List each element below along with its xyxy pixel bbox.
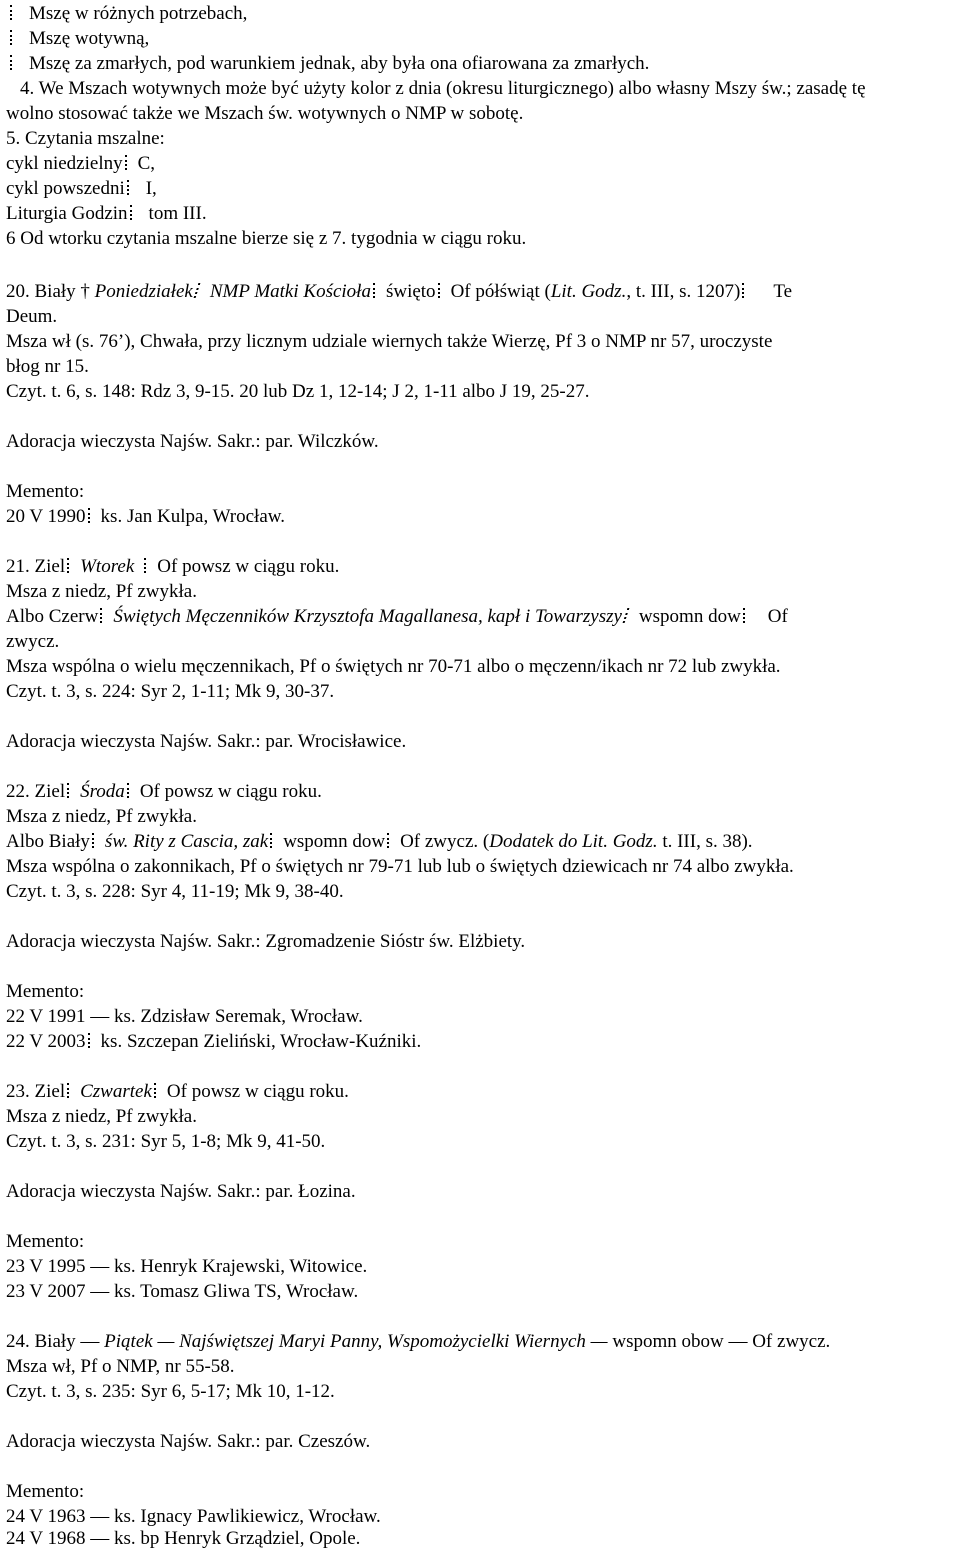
- day-24-line: Msza wł, Pf o NMP, nr 55-58.: [6, 1356, 235, 1377]
- memento-entry: 24 V 1963 — ks. Ignacy Pawlikiewicz, Wrocław.: [6, 1506, 381, 1527]
- intro-heading: 5. Czytania mszalne:: [6, 128, 165, 149]
- dash-marker: [387, 833, 392, 848]
- memento-entry: 23 V 1995 — ks. Henryk Krajewski, Witowice.: [6, 1256, 368, 1277]
- dash-marker: [10, 30, 15, 45]
- memento-label: Memento:: [6, 1231, 85, 1252]
- day-21-header: 21. Ziel Wtorek Of powsz w ciągu roku.: [6, 556, 340, 577]
- day-21-line: Msza wspólna o wielu męczennikach, Pf o świętych nr 70-71 albo o męczenn/ikach nr 72 lub zwykła.: [6, 656, 781, 677]
- dash-marker: [742, 283, 747, 298]
- intro-line: 6 Od wtorku czytania mszalne bierze się z 7. tygodnia w ciągu roku.: [6, 228, 527, 249]
- dash-marker: [67, 558, 72, 573]
- dash-marker: [373, 283, 378, 298]
- dash-marker: [193, 283, 204, 298]
- dash-marker: [154, 1083, 159, 1098]
- day-20-line: Msza wł (s. 76’), Chwała, przy licznym udziale wiernych także Wierzę, Pf 3 o NMP nr 57, uroczyste: [6, 331, 773, 352]
- day-24-header: 24. Biały — Piątek — Najświętszej Maryi Panny, Wspomożycielki Wiernych — wspomn obow — Of zwycz.: [6, 1331, 831, 1352]
- day-24-readings: Czyt. t. 3, s. 235: Syr 6, 5-17; Mk 10, 1-12.: [6, 1381, 335, 1402]
- memento-label: Memento:: [6, 1481, 85, 1502]
- intro-line: 4. We Mszach wotywnych może być użyty kolor z dnia (okresu liturgicznego) albo własny Mszy św.; zasadę tę: [20, 78, 866, 99]
- day-21-adoration: Adoracja wieczysta Najśw. Sakr.: par. Wrocisławice.: [6, 731, 407, 752]
- day-20-line: Deum.: [6, 306, 58, 327]
- day-22-line: Msza wspólna o zakonnikach, Pf o świętych nr 79-71 lub lub o świętych dziewicach nr 74 albo zwykła.: [6, 856, 794, 877]
- dash-marker: [130, 205, 135, 220]
- intro-line: cykl niedzielny C,: [6, 153, 156, 174]
- dash-marker: [270, 833, 275, 848]
- day-23-readings: Czyt. t. 3, s. 231: Syr 5, 1-8; Mk 9, 41-50.: [6, 1131, 326, 1152]
- day-21-line: Msza z niedz, Pf zwykła.: [6, 581, 197, 602]
- day-22-line: Albo Biały św. Rity z Cascia, zak wspomn dow Of zwycz. (Dodatek do Lit. Godz. t. III, s. 38).: [6, 831, 753, 852]
- day-23-adoration: Adoracja wieczysta Najśw. Sakr.: par. Łozina.: [6, 1181, 356, 1202]
- day-21-readings: Czyt. t. 3, s. 224: Syr 2, 1-11; Mk 9, 30-37.: [6, 681, 335, 702]
- dash-marker: [67, 1083, 72, 1098]
- dash-marker: [67, 783, 72, 798]
- memento-label: Memento:: [6, 981, 85, 1002]
- intro-line: Mszę za zmarłych, pod warunkiem jednak, aby była ona ofiarowana za zmarłych.: [8, 52, 649, 76]
- day-21-line: Albo Czerw Świętych Męczenników Krzysztofa Magallanesa, kapł i Towarzyszy wspomn dow Of: [6, 606, 788, 627]
- day-22-header: 22. Ziel Środa Of powsz w ciągu roku.: [6, 781, 322, 802]
- day-20-adoration: Adoracja wieczysta Najśw. Sakr.: par. Wilczków.: [6, 431, 379, 452]
- dash-marker: [127, 180, 132, 195]
- day-22-readings: Czyt. t. 3, s. 228: Syr 4, 11-19; Mk 9, 38-40.: [6, 881, 344, 902]
- day-24-adoration: Adoracja wieczysta Najśw. Sakr.: par. Czeszów.: [6, 1431, 371, 1452]
- memento-label: Memento:: [6, 481, 85, 502]
- day-20-line: błog nr 15.: [6, 356, 89, 377]
- memento-entry: 22 V 2003 ks. Szczepan Zieliński, Wrocław-Kuźniki.: [6, 1031, 422, 1052]
- cross-icon: †: [80, 281, 90, 302]
- memento-entry: 23 V 2007 — ks. Tomasz Gliwa TS, Wrocław.: [6, 1281, 359, 1302]
- dash-marker: [622, 608, 633, 623]
- day-23-header: 23. Ziel Czwartek Of powsz w ciągu roku.: [6, 1081, 349, 1102]
- intro-line: wolno stosować także we Mszach św. wotywnych o NMP w sobotę.: [6, 103, 524, 124]
- dash-marker: [10, 55, 15, 70]
- dash-marker: [88, 1033, 93, 1048]
- day-21-line: zwycz.: [6, 631, 60, 652]
- memento-entry: 20 V 1990 ks. Jan Kulpa, Wrocław.: [6, 506, 285, 527]
- memento-entry: 24 V 1968 — ks. bp Henryk Grządziel, Opole.: [6, 1528, 361, 1549]
- dash-marker: [144, 558, 149, 573]
- dash-marker: [743, 608, 748, 623]
- day-23-line: Msza z niedz, Pf zwykła.: [6, 1106, 197, 1127]
- intro-line: Mszę wotywną,: [8, 27, 149, 51]
- dash-marker: [100, 608, 105, 623]
- dash-marker: [125, 155, 130, 170]
- intro-line: Mszę w różnych potrzebach,: [8, 2, 247, 26]
- dash-marker: [438, 283, 443, 298]
- dash-marker: [127, 783, 132, 798]
- day-22-line: Msza z niedz, Pf zwykła.: [6, 806, 197, 827]
- intro-line: cykl powszedni I,: [6, 178, 157, 199]
- memento-entry: 22 V 1991 — ks. Zdzisław Seremak, Wrocław.: [6, 1006, 363, 1027]
- day-22-adoration: Adoracja wieczysta Najśw. Sakr.: Zgromadzenie Sióstr św. Elżbiety.: [6, 931, 526, 952]
- day-20-readings: Czyt. t. 6, s. 148: Rdz 3, 9-15. 20 lub Dz 1, 12-14; J 2, 1-11 albo J 19, 25-27.: [6, 381, 590, 402]
- intro-line: Liturgia Godzin tom III.: [6, 203, 207, 224]
- day-20-header: 20. Biały † Poniedziałek NMP Matki Kościoła święto Of półświąt (Lit. Godz., t. III, s. 1207) Te: [6, 281, 793, 302]
- dash-marker: [88, 508, 93, 523]
- dash-marker: [92, 833, 97, 848]
- dash-marker: [10, 5, 15, 20]
